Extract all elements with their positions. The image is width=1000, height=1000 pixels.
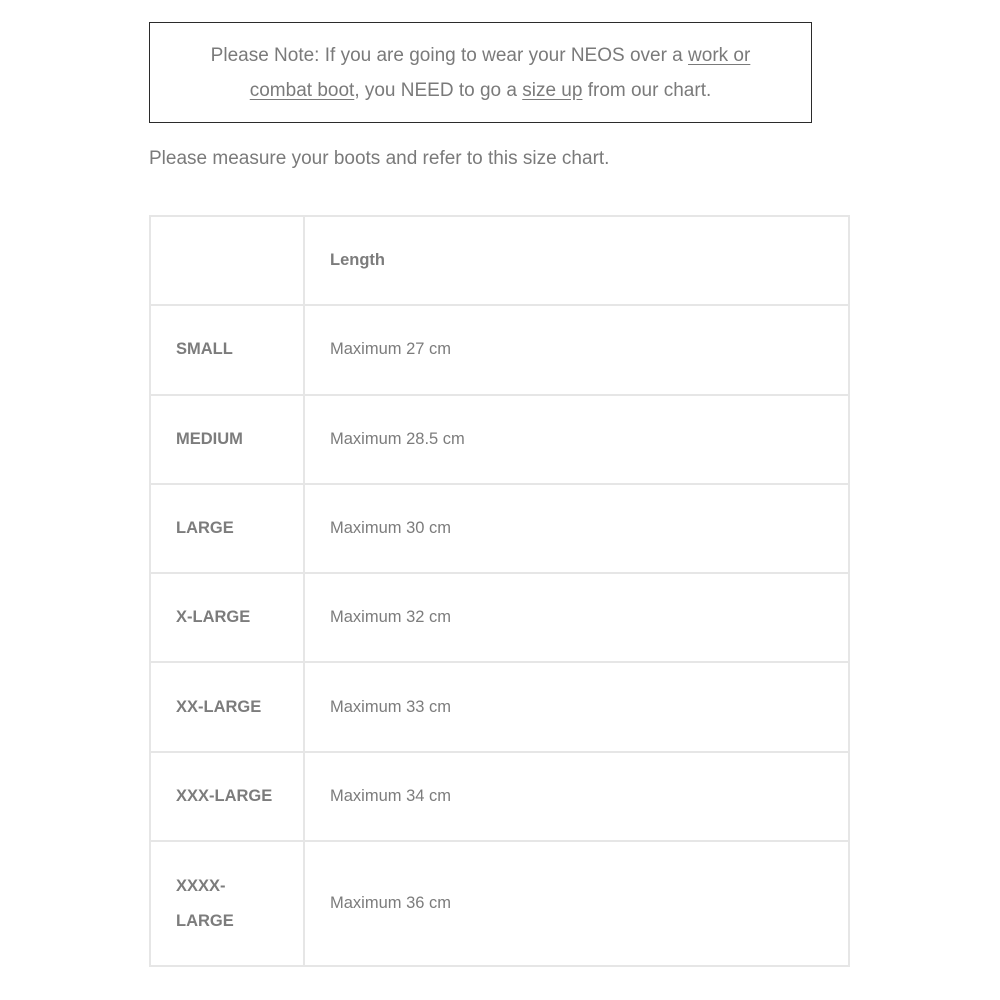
note-middle: , you NEED to go a (354, 79, 523, 101)
note-suffix: from our chart. (582, 79, 712, 101)
measure-instructions: Please measure your boots and refer to this size chart. (149, 148, 610, 169)
size-chart-table (149, 215, 850, 967)
length-cell: Maximum 36 cm (304, 841, 849, 966)
size-label-line: LARGE (176, 911, 234, 930)
size-cell: X-LARGE (150, 573, 304, 662)
table-row (150, 841, 849, 966)
table-header-size (150, 216, 304, 305)
length-cell: Maximum 34 cm (304, 752, 849, 841)
length-cell: Maximum 33 cm (304, 662, 849, 751)
table-row (150, 484, 849, 573)
size-cell: LARGE (150, 484, 304, 573)
size-note-text (190, 38, 771, 108)
length-cell: Maximum 28.5 cm (304, 395, 849, 484)
note-prefix: Please Note: If you are going to wear your NEOS over a (210, 44, 689, 66)
table-row (150, 662, 849, 751)
size-cell: XX-LARGE (150, 662, 304, 751)
length-cell: Maximum 27 cm (304, 305, 849, 394)
work-combat-boot-link[interactable]: work or combat boot (249, 44, 751, 101)
size-label-line: XXXX- (176, 876, 226, 895)
table-header-length: Length (304, 216, 849, 305)
table-header-row (150, 216, 849, 305)
size-cell: SMALL (150, 305, 304, 394)
size-note-box (149, 22, 812, 123)
length-cell: Maximum 32 cm (304, 573, 849, 662)
size-up-link[interactable]: size up (522, 79, 583, 101)
table-row (150, 395, 849, 484)
length-cell: Maximum 30 cm (304, 484, 849, 573)
table-row (150, 573, 849, 662)
table-row (150, 305, 849, 394)
size-cell: MEDIUM (150, 395, 304, 484)
size-cell: XXX-LARGE (150, 752, 304, 841)
size-cell (150, 841, 304, 966)
table-row (150, 752, 849, 841)
